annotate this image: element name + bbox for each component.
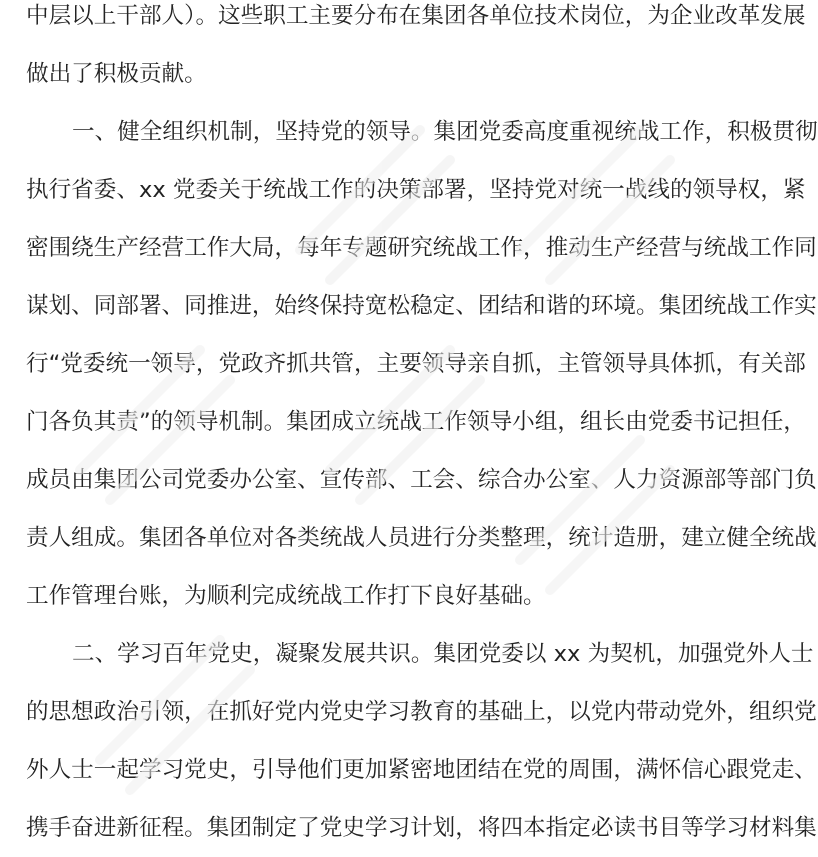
document-body — [26, 0, 818, 857]
paragraph-3 — [26, 625, 817, 857]
text-line-first: 二、学习百年党史，凝聚发展共识。集团党委以 xx 为契机，加强党外人士 — [72, 641, 814, 667]
text-line: 工作管理台账，为顺利完成统战工作打下良好基础。 — [26, 583, 546, 609]
text-line: 执行省委、xx 党委关于统战工作的决策部署，坚持党对统一战线的领导权，紧 — [26, 177, 806, 203]
text-line-first: 一、健全组织机制，坚持党的领导。集团党委高度重视统战工作，积极贯彻 — [72, 119, 818, 145]
text-line: 谋划、同部署、同推进，始终保持宽松稳定、团结和谐的环境。集团统战工作实 — [26, 293, 817, 319]
text-line: 责人组成。集团各单位对各类统战人员进行分类整理，统计造册，建立健全统战 — [26, 525, 817, 551]
text-line: 的思想政治引领，在抓好党内党史学习教育的基础上，以党内带动党外，组织党 — [26, 699, 817, 725]
text-line: 行“党委统一领导，党政齐抓共管，主要领导亲自抓，主管领导具体抓，有关部 — [26, 351, 806, 377]
text-line: 中层以上干部人）。这些职工主要分布在集团各单位技术岗位，为企业改革发展 — [26, 3, 806, 29]
text-line: 携手奋进新征程。集团制定了党史学习计划，将四本指定必读书目等学习材料集 — [26, 815, 817, 841]
paragraph-1 — [26, 0, 806, 103]
text-line: 密围绕生产经营工作大局，每年专题研究统战工作，推动生产经营与统战工作同 — [26, 235, 817, 261]
text-line: 外人士一起学习党史，引导他们更加紧密地团结在党的周围，满怀信心跟党走、 — [26, 757, 817, 783]
text-line: 成员由集团公司党委办公室、宣传部、工会、综合办公室、人力资源部等部门负 — [26, 467, 817, 493]
text-line: 门各负其责”的领导机制。集团成立统战工作领导小组，组长由党委书记担任， — [26, 409, 806, 435]
paragraph-2 — [26, 103, 818, 625]
text-line: 做出了积极贡献。 — [26, 61, 207, 87]
